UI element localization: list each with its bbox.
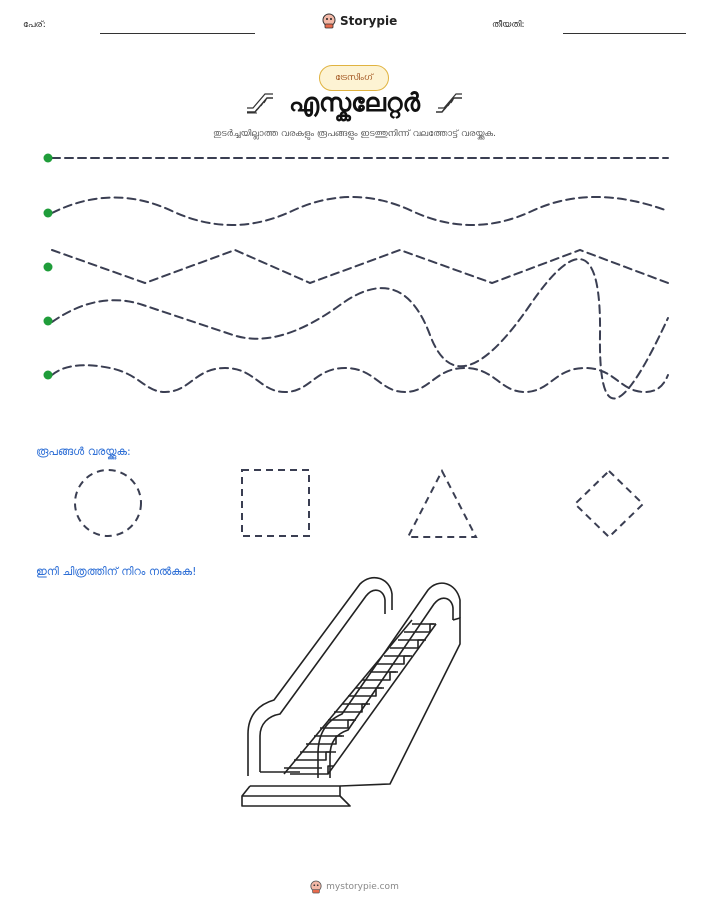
start-dot — [44, 371, 53, 380]
badge-label: ട്രേസിംഗ് — [335, 73, 373, 83]
trace-circle[interactable] — [75, 470, 141, 536]
trace-diamond[interactable] — [575, 471, 643, 537]
mascot-icon — [310, 880, 322, 894]
trace-square[interactable] — [242, 470, 309, 536]
start-dot — [44, 209, 53, 218]
shape-tracing-area — [0, 465, 709, 545]
tracing-line-curve[interactable] — [52, 259, 668, 398]
brand-name: Storypie — [340, 14, 398, 28]
start-dot — [44, 263, 53, 272]
trace-triangle[interactable] — [408, 471, 476, 537]
tracing-line-wave[interactable] — [52, 197, 668, 225]
footer-url[interactable]: mystorypie.com — [326, 882, 399, 892]
shapes-heading: രൂപങ്ങൾ വരയ്ക്കുക: — [36, 445, 131, 458]
name-label: പേര്: — [23, 20, 46, 30]
tracing-lines — [0, 0, 709, 420]
start-dot — [44, 317, 53, 326]
instruction-text: തുടർച്ചയില്ലാത്ത വരകളും രൂപങ്ങളും ഇടത്തുനിന്ന് വലത്തോട്ട് വരയ്ക്കുക. — [213, 129, 496, 139]
start-dot — [44, 154, 53, 163]
date-label: തീയതി: — [492, 20, 525, 30]
page-title: എസ്കലേറ്റർ — [288, 88, 421, 117]
tracing-line-zigzag[interactable] — [52, 250, 668, 283]
escalator-coloring-image[interactable] — [240, 574, 480, 814]
footer — [0, 880, 709, 894]
tracing-line-loop-wave[interactable] — [52, 365, 668, 392]
coloring-heading: ഇനി ചിത്രത്തിന് നിറം നൽകുക! — [36, 565, 197, 578]
